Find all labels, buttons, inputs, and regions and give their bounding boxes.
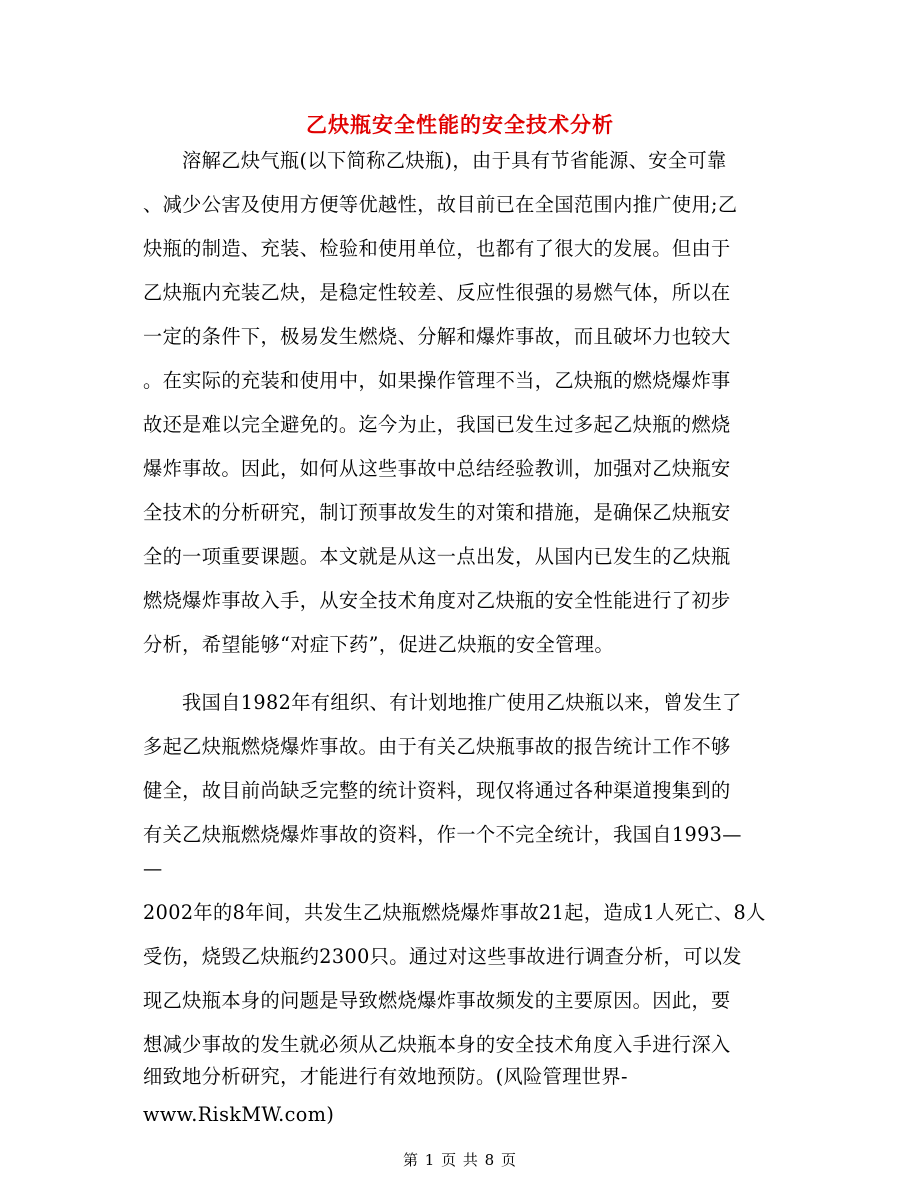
body-line: 现乙炔瓶本身的问题是导致燃烧爆炸事故频发的主要原因。因此，要: [143, 989, 731, 1012]
body-line: 、减少公害及使用方便等优越性，故目前已在全国范围内推广使用;乙: [143, 193, 738, 216]
body-line: —: [143, 857, 163, 880]
body-line: 多起乙炔瓶燃烧爆炸事故。由于有关乙炔瓶事故的报告统计工作不够: [143, 735, 731, 758]
body-line: 爆炸事故。因此，如何从这些事故中总结经验教训，加强对乙炔瓶安: [143, 457, 731, 480]
body-line: 炔瓶的制造、充装、检验和使用单位，也都有了很大的发展。但由于: [143, 237, 731, 260]
body-line: 2002年的8年间，共发生乙炔瓶燃烧爆炸事故21起，造成1人死亡、8人: [143, 901, 766, 924]
body-line: 燃烧爆炸事故入手，从安全技术角度对乙炔瓶的安全性能进行了初步: [143, 589, 731, 612]
body-line: 溶解乙炔气瓶(以下简称乙炔瓶)，由于具有节省能源、安全可靠: [182, 149, 727, 172]
body-line: 受伤，烧毁乙炔瓶约2300只。通过对这些事故进行调查分析，可以发: [143, 945, 742, 968]
body-line: 细致地分析研究，才能进行有效地预防。(风险管理世界-: [143, 1065, 628, 1088]
body-line: 。在实际的充装和使用中，如果操作管理不当，乙炔瓶的燃烧爆炸事: [143, 369, 731, 392]
page-title: 乙炔瓶安全性能的安全技术分析: [306, 112, 614, 137]
body-line: 分析，希望能够“对症下药”，促进乙炔瓶的安全管理。: [143, 633, 614, 656]
body-line: 我国自1982年有组织、有计划地推广使用乙炔瓶以来，曾发生了: [182, 691, 742, 714]
page-number: 第 1 页 共 8 页: [403, 1151, 517, 1169]
body-line: www.RiskMW.com): [143, 1103, 335, 1126]
body-line: 全技术的分析研究，制订预事故发生的对策和措施，是确保乙炔瓶安: [143, 501, 731, 524]
body-line: 健全，故目前尚缺乏完整的统计资料，现仅将通过各种渠道搜集到的: [143, 779, 731, 802]
body-line: 故还是难以完全避免的。迄今为止，我国已发生过多起乙炔瓶的燃烧: [143, 413, 731, 436]
body-line: 全的一项重要课题。本文就是从这一点出发，从国内已发生的乙炔瓶: [143, 545, 731, 568]
body-line: 有关乙炔瓶燃烧爆炸事故的资料，作一个不完全统计，我国自1993—: [143, 823, 742, 846]
body-line: 一定的条件下，极易发生燃烧、分解和爆炸事故，而且破坏力也较大: [143, 325, 731, 348]
body-line: 乙炔瓶内充装乙炔，是稳定性较差、反应性很强的易燃气体，所以在: [143, 281, 731, 304]
body-line: 想减少事故的发生就必须从乙炔瓶本身的安全技术角度入手进行深入: [143, 1033, 731, 1056]
